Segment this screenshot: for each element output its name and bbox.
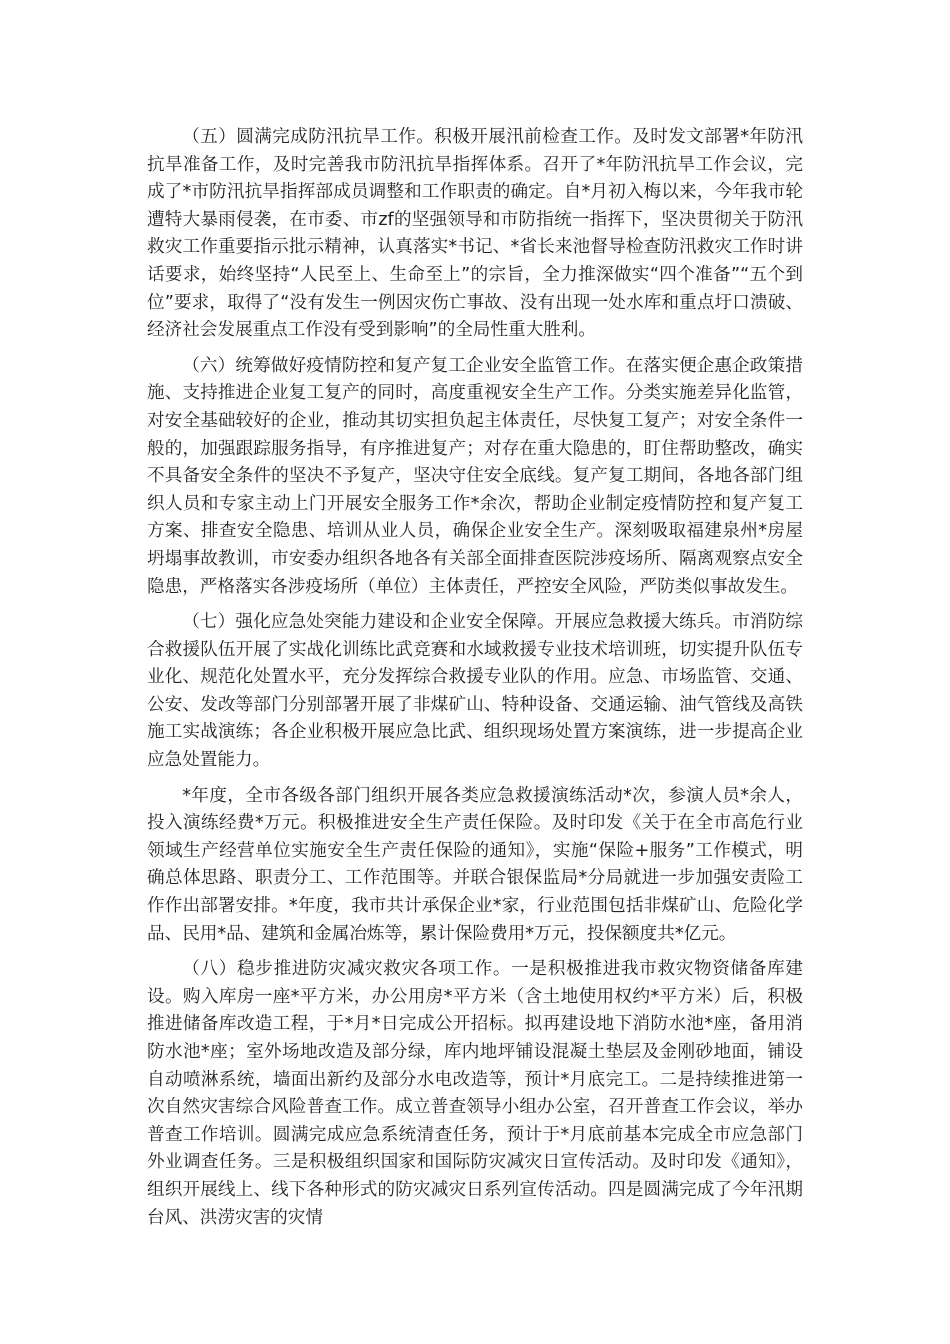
paragraph-annual-drills: *年度，全市各级各部门组织开展各类应急救援演练活动*次，参演人员*余人，投入演练经费*万元。积极推进安全生产责任保险。及时印发《关于在全市高危行业领域生产经营单位实施安全生产责任保险的通知》，实施“保险+服务”工作模式，明确总体思路、职责分工、工作范围等。并联合银保监局*分局就进一步加强安责险工作作出部署安排。*年度，我市共计承保企业*家，行业范围包括非煤矿山、危险化学品、民用*品、建筑和金属冶炼等，累计保险费用*万元，投保额度共*亿元。 bbox=[147, 785, 803, 944]
paragraph-section-6: （六）统筹做好疫情防控和复产复工企业安全监管工作。在落实便企惠企政策措施、支持推进企业复工复产的同时，高度重视安全生产工作。分类实施差异化监管，对安全基础较好的企业，推动其切实担负起主体责任，尽快复工复产；对安全条件一般的，加强跟踪服务指导，有序推进复产；对存在重大隐患的，盯住帮助整改，确实不具备安全条件的坚决不予复产，坚决守住安全底线。复产复工期间，各地各部门组织人员和专家主动上门开展安全服务工作*余次，帮助企业制定疫情防控和复产复工方案、排查安全隐患、培训从业人员，确保企业安全生产。深刻吸取福建泉州*房屋坍塌事故教训，市安委办组织各地各有关部全面排查医院涉疫场所、隔离观察点安全隐患，严格落实各涉疫场所（单位）主体责任，严控安全风险，严防类似事故发生。 bbox=[147, 355, 803, 597]
paragraph-section-5: （五）圆满完成防汛抗旱工作。积极开展汛前检查工作。及时发文部署*年防汛抗旱准备工作，及时完善我市防汛抗旱指挥体系。召开了*年防汛抗旱工作会议，完成了*市防汛抗旱指挥部成员调整和工作职责的确定。自*月初入梅以来，今年我市轮遭特大暴雨侵袭，在市委、市zf的坚强领导和市防指统一指挥下，坚决贯彻关于防汛救灾工作重要指示批示精神，认真落实*书记、*省长来池督导检查防汛救灾工作时讲话要求，始终坚持“人民至上、生命至上”的宗旨，全力推深做实“四个准备”“五个到位”要求，取得了“没有发生一例因灾伤亡事故、没有出现一处水库和重点圩口溃破、经济社会发展重点工作没有受到影响”的全局性重大胜利。 bbox=[147, 127, 803, 341]
document-body bbox=[147, 124, 803, 1240]
paragraph-section-7: （七）强化应急处突能力建设和企业安全保障。开展应急救援大练兵。市消防综合救援队伍开展了实战化训练比武竞赛和水域救援专业技术培训班，切实提升队伍专业化、规范化处置水平，充分发挥综合救援专业队的作用。应急、市场监管、交通、公安、发改等部门分别部署开展了非煤矿山、特种设备、交通运输、油气管线及高铁施工实战演练；各企业积极开展应急比武、组织现场处置方案演练，进一步提高企业应急处置能力。 bbox=[147, 612, 803, 771]
paragraph-section-8: （八）稳步推进防灾减灾救灾各项工作。一是积极推进我市救灾物资储备库建设。购入库房一座*平方米，办公用房*平方米（含土地使用权约*平方米）后，积极推进储备库改造工程，于*月*日完成公开招标。拟再建设地下消防水池*座，备用消防水池*座；室外场地改造及部分绿，库内地坪铺设混凝土垫层及金刚砂地面，铺设自动喷淋系统，墙面出新约及部分水电改造等，预计*月底完工。二是持续推进第一次自然灾害综合风险普查工作。成立普查领导小组办公室，召开普查工作会议，举办普查工作培训。圆满完成应急系统清查任务，预计于*月底前基本完成全市应急部门外业调查任务。三是积极组织国家和国际防灾减灾日宣传活动。及时印发《通知》，组织开展线上、线下各种形式的防灾减灾日系列宣传活动。四是圆满完成了今年汛期台风、洪涝灾害的灾情 bbox=[147, 959, 803, 1228]
